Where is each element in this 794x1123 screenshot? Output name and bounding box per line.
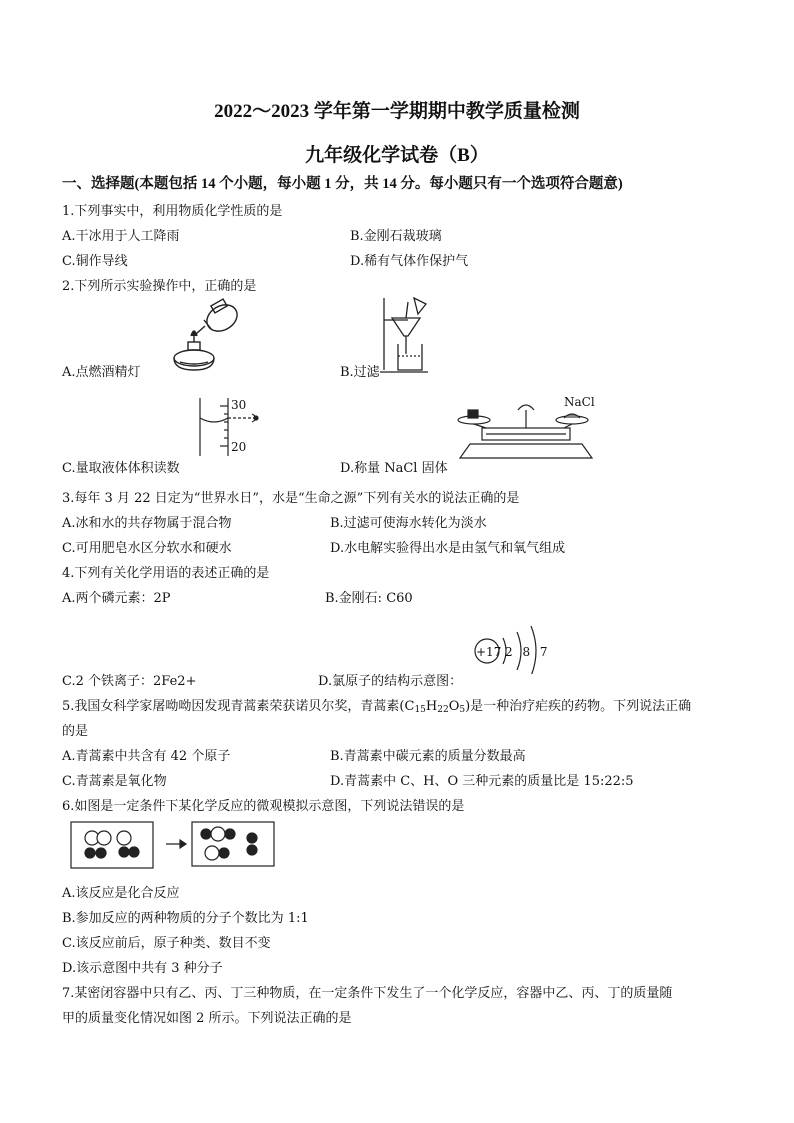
cylinder-mark-30: 30 <box>231 398 247 412</box>
q3-option-c: C.可用肥皂水区分软水和硬水 <box>62 541 232 556</box>
nucleus-charge: +17 <box>476 645 502 659</box>
q1-option-d: D.稀有气体作保护气 <box>350 254 469 269</box>
q3-option-b: B.过滤可使海水转化为淡水 <box>330 516 487 531</box>
q1-option-b: B.金刚石裁玻璃 <box>350 229 442 244</box>
exam-subtitle: 九年级化学试卷（B） <box>305 145 489 166</box>
filtration-figure <box>378 296 438 376</box>
question-6-stem: 6.如图是一定条件下某化学反应的微观模拟示意图，下列说法错误的是 <box>62 799 465 814</box>
reaction-diagram <box>70 820 290 872</box>
question-1-stem: 1.下列事实中，利用物质化学性质的是 <box>62 204 283 219</box>
question-5-stem: 5.我国女科学家屠呦呦因发现青蒿素荣获诺贝尔奖，青蒿素$(C_{15}H_{22}O_5)$是一种治疗疟疾的药物。下列说法正确 <box>62 699 692 715</box>
question-7-stem: 7.某密闭容器中只有乙、丙、丁三种物质，在一定条件下发生了一个化学反应，容器中乙、丙、丁的质量随 <box>62 986 673 1001</box>
q2-option-d: D.称量 NaCl 固体 <box>340 461 448 476</box>
q4-option-d: D.氯原子的结构示意图： <box>318 674 463 689</box>
q6-option-c: C.该反应前后，原子种类、数目不变 <box>62 936 271 951</box>
nacl-label: NaCl <box>564 395 595 409</box>
q5-option-c: C.青蒿素是氧化物 <box>62 774 167 789</box>
question-3-stem: 3.每年 3 月 22 日定为“世界水日”，水是“生命之源”下列有关水的说法正确的是 <box>62 491 520 506</box>
q6-option-a: A.该反应是化合反应 <box>62 886 180 901</box>
q1-option-a: A.干冰用于人工降雨 <box>62 229 180 244</box>
q3-option-a: A.冰和水的共存物属于混合物 <box>62 516 232 531</box>
cylinder-mark-20: 20 <box>231 440 247 454</box>
q4-option-a: A.两个磷元素：2P <box>62 591 171 606</box>
q5-option-b: B.青蒿素中碳元素的质量分数最高 <box>330 749 526 764</box>
q3-option-d: D.水电解实验得出水是由氢气和氧气组成 <box>330 541 566 556</box>
q5-option-d: D.青蒿素中 C、H、O 三种元素的质量比是 15:22:5 <box>330 774 634 789</box>
question-2-stem: 2.下列所示实验操作中，正确的是 <box>62 279 257 294</box>
exam-title: 2022～2023 学年第一学期期中教学质量检测 <box>214 101 580 122</box>
question-4-stem: 4.下列有关化学用语的表述正确的是 <box>62 566 270 581</box>
alcohol-lamp-figure <box>160 296 250 376</box>
q2-option-c: C.量取液体体积读数 <box>62 461 180 476</box>
q6-option-b: B.参加反应的两种物质的分子个数比为 1:1 <box>62 911 309 926</box>
section-heading: 一、选择题(本题包括 14 个小题，每小题 1 分，共 14 分。每小题只有一个选项符合题意) <box>62 176 623 192</box>
electron-shells: 2 8 7 <box>505 645 551 659</box>
q5-option-a: A.青蒿素中共含有 42 个原子 <box>62 749 231 764</box>
q6-option-d: D.该示意图中共有 3 种分子 <box>62 961 223 976</box>
q1-option-c: C.铜作导线 <box>62 254 128 269</box>
q4-option-c: C.2 个铁离子：2Fe2+ <box>62 674 197 689</box>
question-7-stem-cont: 甲的质量变化情况如图 2 所示。下列说法正确的是 <box>62 1011 352 1026</box>
q4-option-b: B.金刚石: C60 <box>325 591 413 606</box>
question-5-stem-cont: 的是 <box>62 724 89 739</box>
q2-option-b: B.过滤 <box>340 365 380 380</box>
q2-option-a: A.点燃酒精灯 <box>62 365 141 380</box>
